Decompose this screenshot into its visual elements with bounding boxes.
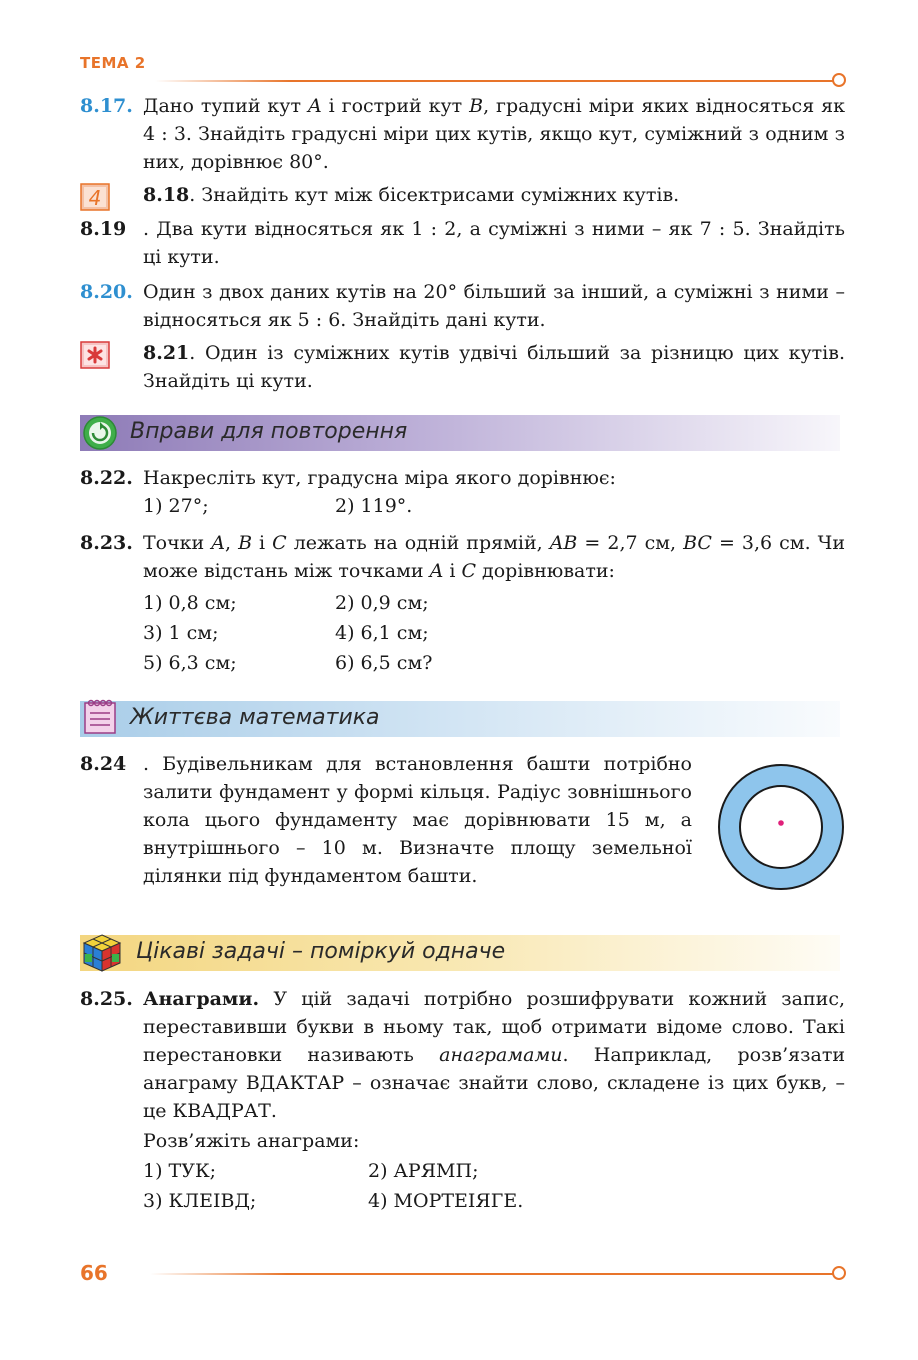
section-title: Вправи для повторення [130,419,408,444]
problem-number: 8.25. [80,988,133,1010]
problem-instruction: Розв’яжіть анаграми: [143,1130,360,1152]
problem-text: Накресліть кут, градусна міра якого дорівнює: [143,467,616,489]
problem-8-22 [80,464,845,522]
answer-options [143,589,845,619]
section-review-banner [80,415,840,451]
page-number: 66 [80,1261,108,1285]
problem-8-18 [80,181,845,209]
ring-foundation-figure [716,762,846,892]
answer-options [143,1157,845,1187]
option: 2) 0,9 см; [335,592,429,614]
problem-number: 8.20. [80,281,133,303]
problem-number: 8.17. [80,95,133,117]
topic-header: ТЕМА 2 [80,54,146,72]
option: 3) КЛЕІВД; [143,1190,257,1212]
problem-text: Анаграми. У цій задачі потрібно розшифрувати кожний запис, переставивши букви в ньому так, щоб отримати відоме слово. Такі перестановки називають анаграмами. Наприклад, розв’язати анаграму ВДАКТАР – означає знайти слово, складене із цих букв, – це КВАДРАТ. [143,988,845,1122]
problem-number: 8.19 [80,218,127,240]
option: 4) МОРТЕІЯГЕ. [368,1190,524,1212]
problem-8-21 [80,339,845,395]
option: 2) АРЯМП; [368,1160,479,1182]
problem-text: . Один із суміжних кутів удвічі більший за різницю цих кутів. Знайдіть ці кути. [143,342,845,392]
center-point [778,820,784,826]
option: 4) 6,1 см; [335,622,429,644]
option: 1) 27°; [143,495,209,517]
problem-text: . Два кути відносяться як 1 : 2, а суміжні з ними – як 7 : 5. Знайдіть ці кути. [143,218,845,268]
problem-number: 8.22. [80,467,133,489]
option: 6) 6,5 см? [335,652,433,674]
problem-8-17 [80,92,845,176]
footer-rule [150,1273,835,1275]
problem-text: . Будівельникам для встановлення башти потрібно залити фундамент у формі кільця. Радіус зовнішнього кола цього фундаменту має дорівнювати 15 м, а внутрішнього – 10 м. Визначте площу земельної ділянки під фундаментом башти. [143,753,692,887]
problem-8-25 [80,985,845,1217]
repeat-icon [82,415,118,451]
answer-options [143,492,845,522]
section-title: Життєва математика [130,705,380,730]
problem-text: . Знайдіть кут між бісектрисами суміжних кутів. [189,184,680,206]
problem-8-24 [80,750,692,890]
footer-rule-end-circle [832,1266,846,1280]
answer-options [143,649,845,679]
option: 2) 119°. [335,495,413,517]
section-interesting-banner [80,935,840,971]
problem-8-19 [80,215,845,271]
header-rule [155,80,835,82]
rubiks-cube-icon [80,933,124,973]
problem-text: Дано тупий кут A і гострий кут B, градусні міри яких відносяться як 4 : 3. Знайдіть градусні міри цих кутів, якщо кут, суміжний з одним з них, дорівнює 80°. [143,95,845,173]
problem-8-23 [80,529,845,679]
answer-options [143,619,845,649]
section-title: Цікаві задачі – поміркуй одначе [136,939,506,964]
problem-number: 8.23. [80,532,133,554]
inner-circle [740,786,822,868]
notepad-icon [82,697,118,737]
option: 1) 0,8 см; [143,592,237,614]
problem-8-20 [80,278,845,334]
option: 5) 6,3 см; [143,652,237,674]
section-life-banner [80,701,840,737]
header-rule-end-circle [832,73,846,87]
problem-text: Один з двох даних кутів на 20° більший за інший, а суміжні з ними – відносяться як 5 : 6. Знайдіть дані кути. [143,281,845,331]
svg-text:4: 4 [88,186,102,210]
problem-text: Точки A, B і C лежать на одній прямій, AB = 2,7 см, BC = 3,6 см. Чи може відстань між точками A і C дорівнювати: [143,532,845,582]
option: 3) 1 см; [143,622,219,644]
problem-number: 8.21 [143,342,190,364]
problem-number: 8.24 [80,753,127,775]
answer-options [143,1187,845,1217]
option: 1) ТУК; [143,1160,217,1182]
problem-number: 8.18 [143,184,190,206]
